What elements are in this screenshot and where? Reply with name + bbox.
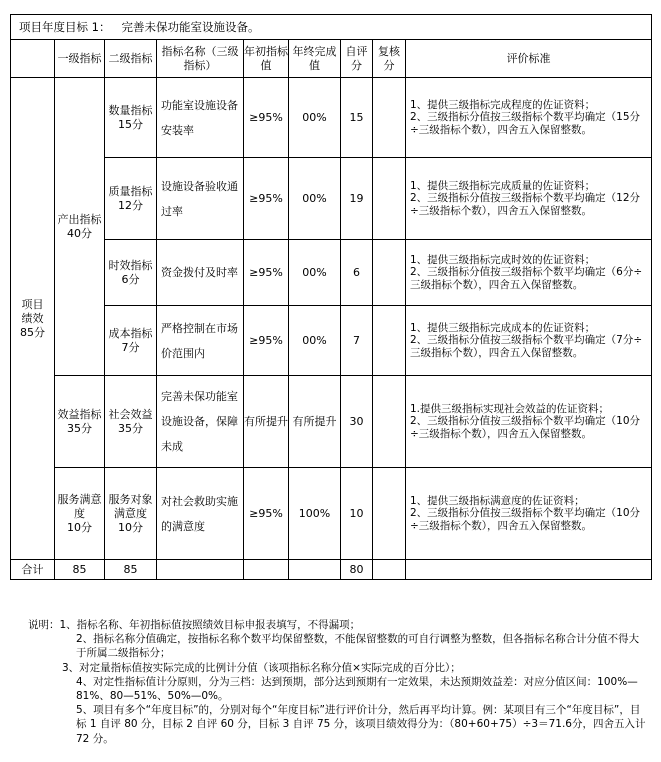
target-value: ≥95% (244, 306, 289, 376)
indicator-name: 完善未保功能室设施设备，保障未成 (157, 376, 244, 468)
table-row (11, 468, 652, 560)
level2-name: 质量指标 (108, 184, 153, 198)
review-score (373, 306, 406, 376)
note-5: 5、项目有多个“年度目标”的，分别对每个“年度目标”进行评价计分，然后再平均计算。例：某项目有三个“年度目标”，目标 1 自评 80 分，目标 2 自评 60 分，目标 3 自评 75 分，该项目绩效得分为：（80+60+75）÷3＝71.6分，四舍五入计 72 分。 (76, 704, 646, 745)
level2-name: 成本指标 (108, 326, 153, 340)
level2-name: 数量指标 (108, 103, 153, 117)
performance-table (10, 14, 652, 580)
title-row (11, 15, 652, 40)
header-level2: 二级指标 (105, 40, 157, 78)
self-score: 15 (341, 78, 373, 158)
self-score: 19 (341, 158, 373, 240)
self-score: 10 (341, 468, 373, 560)
total-level1: 85 (55, 560, 105, 580)
indicator-name: 功能室设施设备安装率 (157, 78, 244, 158)
annual-goal-value: 完善未保功能室设施设备。 (121, 20, 260, 34)
total-blank (373, 560, 406, 580)
level2-name: 服务对象满意度 (108, 492, 153, 520)
table-row (11, 376, 652, 468)
criteria: 1、提供三级指标完成成本的佐证资料； 2、三级指标分值按三级指标个数平均确定（7分÷三级指标个数），四舍五入保留整数。 (406, 306, 652, 376)
level2-name: 时效指标 (108, 258, 153, 272)
total-blank (406, 560, 652, 580)
header-actual: 年终完成值 (289, 40, 341, 78)
project-label-3: 85分 (20, 325, 45, 339)
level1-score: 35分 (67, 421, 92, 435)
header-blank (11, 40, 55, 78)
criteria: 1.提供三级指标实现社会效益的佐证资料； 2、三级指标分值按三级指标个数平均确定（10分÷三级指标个数），四舍五入保留整数。 (406, 376, 652, 468)
total-row (11, 560, 652, 580)
review-score (373, 376, 406, 468)
annual-goal-cell (11, 15, 652, 40)
target-value: ≥95% (244, 468, 289, 560)
target-value: ≥95% (244, 78, 289, 158)
level1-name: 服务满意度 (57, 492, 102, 520)
actual-value: 00% (289, 306, 341, 376)
project-label-2: 绩效 (21, 311, 44, 325)
indicator-name: 资金拨付及时率 (157, 240, 244, 306)
table-row (11, 306, 652, 376)
level2-cell (105, 78, 157, 158)
actual-value: 00% (289, 158, 341, 240)
level1-score: 40分 (67, 226, 92, 240)
total-level2: 85 (105, 560, 157, 580)
note-3: 3、对定量指标值按实际完成的比例计分值（该项指标名称分值×实际完成的百分比）； (62, 661, 461, 674)
criteria: 1、提供三级指标完成质量的佐证资料； 2、三级指标分值按三级指标个数平均确定（12分÷三级指标个数），四舍五入保留整数。 (406, 158, 652, 240)
review-score (373, 78, 406, 158)
performance-table-sheet (10, 14, 651, 580)
level1-name: 产出指标 (57, 212, 102, 226)
table-row (11, 240, 652, 306)
header-level1: 一级指标 (55, 40, 105, 78)
level2-score: 7分 (121, 340, 140, 354)
total-blank (244, 560, 289, 580)
header-target: 年初指标值 (244, 40, 289, 78)
indicator-name: 对社会救助实施的满意度 (157, 468, 244, 560)
level2-cell (105, 158, 157, 240)
level2-cell (105, 468, 157, 560)
note-4: 4、对定性指标值计分原则，分为三档：达到预期，部分达到预期有一定效果，未达预期效益差：对应分值区间：100%—81%、80—51%、50%—0%。 (76, 675, 638, 703)
table-row (11, 158, 652, 240)
level2-cell (105, 376, 157, 468)
criteria: 1、提供三级指标完成时效的佐证资料； 2、三级指标分值按三级指标个数平均确定（6分÷三级指标个数），四舍五入保留整数。 (406, 240, 652, 306)
header-row (11, 40, 652, 78)
total-blank (289, 560, 341, 580)
total-label: 合计 (11, 560, 55, 580)
self-score: 7 (341, 306, 373, 376)
level1-score: 10分 (67, 520, 92, 534)
level1-name: 效益指标 (57, 407, 102, 421)
project-label-1: 项目 (21, 297, 44, 311)
note-1: 说明：1、指标名称、年初指标值按照绩效目标申报表填写，不得漏项； (28, 619, 361, 631)
total-self-score: 80 (341, 560, 373, 580)
level2-score: 6分 (121, 272, 140, 286)
notes-section (28, 618, 646, 746)
criteria: 1、提供三级指标满意度的佐证资料； 2、三级指标分值按三级指标个数平均确定（10分÷三级指标个数），四舍五入保留整数。 (406, 468, 652, 560)
actual-value: 100% (289, 468, 341, 560)
review-score (373, 158, 406, 240)
level2-cell (105, 240, 157, 306)
level1-satisfaction (55, 468, 105, 560)
actual-value: 有所提升 (289, 376, 341, 468)
target-value: ≥95% (244, 158, 289, 240)
level1-benefit (55, 376, 105, 468)
header-review-score: 复核分 (373, 40, 406, 78)
level2-score: 12分 (118, 198, 143, 212)
review-score (373, 240, 406, 306)
note-2: 2、指标名称分值确定，按指标名称个数平均保留整数，不能保留整数的可自行调整为整数，但各指标名称合计分值不得大于所属二级指标分； (76, 633, 640, 660)
self-score: 6 (341, 240, 373, 306)
header-level3: 指标名称（三级指标） (157, 40, 244, 78)
level1-output (55, 78, 105, 376)
annual-goal-label: 项目年度目标 1： (19, 20, 111, 34)
review-score (373, 468, 406, 560)
level2-score: 15分 (118, 117, 143, 131)
table-row (11, 78, 652, 158)
actual-value: 00% (289, 240, 341, 306)
level2-score: 10分 (118, 520, 143, 534)
indicator-name: 严格控制在市场价范围内 (157, 306, 244, 376)
total-blank (157, 560, 244, 580)
criteria: 1、提供三级指标完成程度的佐证资料； 2、三级指标分值按三级指标个数平均确定（15分÷三级指标个数），四舍五入保留整数。 (406, 78, 652, 158)
target-value: ≥95% (244, 240, 289, 306)
actual-value: 00% (289, 78, 341, 158)
indicator-name: 设施设备验收通过率 (157, 158, 244, 240)
level2-cell (105, 306, 157, 376)
level2-name: 社会效益 (108, 407, 153, 421)
self-score: 30 (341, 376, 373, 468)
project-performance-cell (11, 78, 55, 560)
header-self-score: 自评分 (341, 40, 373, 78)
level2-score: 35分 (118, 421, 143, 435)
target-value: 有所提升 (244, 376, 289, 468)
header-criteria: 评价标准 (406, 40, 652, 78)
